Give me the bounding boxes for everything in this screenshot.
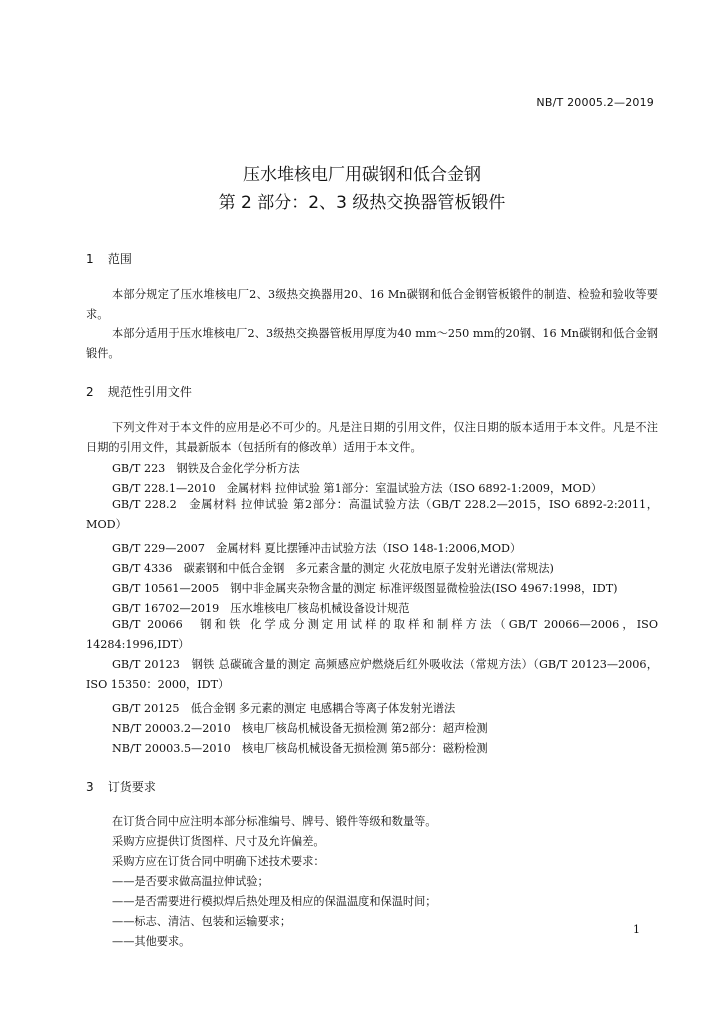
reference-item: GB/T 20123 钢铁 总碳硫含量的测定 高频感应炉燃烧后红外吸收法（常规方法）（GB/T 20123—2006，ISO 15350：2000，IDT）: [86, 658, 658, 691]
reference-item: GB/T 10561—2005 钢中非金属夹杂物含量的测定 标准评级图显微检验法(ISO 4967:1998，IDT): [112, 582, 618, 595]
ordering-requirement: ——是否需要进行模拟焊后热处理及相应的保温温度和保温时间；: [112, 895, 437, 908]
reference-item: NB/T 20003.5—2010 核电厂核岛机械设备无损检测 第5部分：磁粉检测: [112, 742, 488, 755]
section-heading-ordering: [86, 778, 156, 795]
ordering-line: 采购方应在订货合同中明确下述技术要求：: [112, 855, 325, 868]
reference-item: NB/T 20003.2—2010 核电厂核岛机械设备无损检测 第2部分：超声检测: [112, 722, 488, 735]
standard-number: NB/T 20005.2—2019: [536, 96, 654, 109]
scope-paragraph: 本部分规定了压水堆核电厂2、3级热交换器用20、16 Mn碳钢和低合金钢管板锻件的制造、检验和验收等要求。: [86, 288, 658, 321]
document-title-line2: 第 2 部分：2、3 级热交换器管板锻件: [218, 193, 506, 213]
reference-item: GB/T 229—2007 金属材料 夏比摆锤冲击试验方法（ISO 148-1:2006,MOD）: [112, 542, 522, 555]
document-title-line1: 压水堆核电厂用碳钢和低合金钢: [243, 165, 481, 185]
ordering-requirement: ——是否要求做高温拉伸试验；: [112, 875, 269, 888]
section-heading-scope: [86, 250, 132, 267]
scope-paragraph: 本部分适用于压水堆核电厂2、3级热交换器管板用厚度为40 mm～250 mm的20钢、16 Mn碳钢和低合金钢锻件。: [86, 327, 658, 360]
reference-item: GB/T 223 钢铁及合金化学分析方法: [112, 462, 300, 475]
references-intro: 下列文件对于本文件的应用是必不可少的。凡是注日期的引用文件，仅注日期的版本适用于本文件。凡是不注日期的引用文件，其最新版本（包括所有的修改单）适用于本文件。: [86, 421, 658, 454]
section-title: 订货要求: [107, 780, 156, 794]
reference-item: GB/T 20066 钢和铁 化学成分测定用试样的取样和制样方法（GB/T 20066—2006，ISO 14284:1996,IDT）: [86, 618, 658, 651]
reference-item: GB/T 20125 低合金钢 多元素的测定 电感耦合等离子体发射光谱法: [112, 702, 456, 715]
reference-item: GB/T 228.2 金属材料 拉伸试验 第2部分：高温试验方法（GB/T 228.2—2015，ISO 6892-2:2011，MOD）: [86, 498, 658, 531]
section-title: 范围: [107, 252, 132, 266]
section-number: 3: [86, 780, 94, 794]
ordering-line: 在订货合同中应注明本部分标准编号、牌号、锻件等级和数量等。: [112, 815, 437, 828]
section-title: 规范性引用文件: [107, 385, 192, 399]
page-number: 1: [633, 923, 640, 936]
section-number: 1: [86, 252, 94, 266]
section-number: 2: [86, 385, 94, 399]
reference-item: GB/T 16702—2019 压水堆核电厂核岛机械设备设计规范: [112, 602, 410, 615]
ordering-requirement: ——标志、清洁、包装和运输要求；: [112, 915, 292, 928]
ordering-line: 采购方应提供订货图样、尺寸及允许偏差。: [112, 835, 325, 848]
reference-item: GB/T 228.1—2010 金属材料 拉伸试验 第1部分：室温试验方法（ISO 6892-1:2009，MOD）: [112, 482, 603, 495]
ordering-requirement: ——其他要求。: [112, 935, 191, 948]
reference-item: GB/T 4336 碳素钢和中低合金钢 多元素含量的测定 火花放电原子发射光谱法(常规法): [112, 562, 554, 575]
section-heading-references: [86, 383, 192, 400]
